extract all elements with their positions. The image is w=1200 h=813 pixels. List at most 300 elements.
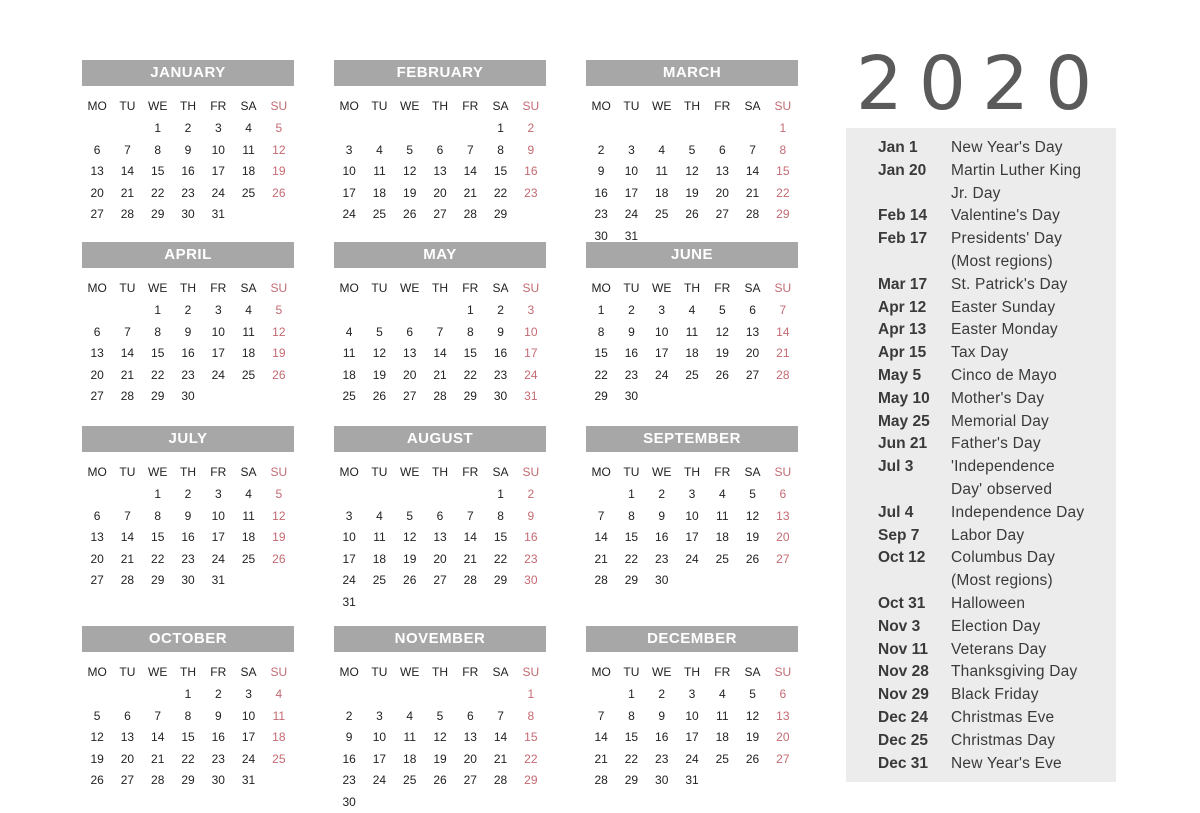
- day-blank: [112, 684, 142, 706]
- day-grid: [82, 684, 294, 792]
- weekday-label: SU: [264, 278, 294, 300]
- day-cell: 14: [112, 343, 142, 365]
- day-cell: 13: [737, 322, 767, 344]
- day-cell: 30: [616, 386, 646, 408]
- day-cell: 17: [677, 527, 707, 549]
- day-cell: 10: [364, 727, 394, 749]
- day-cell: 2: [485, 300, 515, 322]
- day-cell: 10: [677, 706, 707, 728]
- day-cell: 9: [173, 506, 203, 528]
- day-blank: [395, 484, 425, 506]
- day-cell: 29: [586, 386, 616, 408]
- day-cell: 7: [112, 322, 142, 344]
- weekday-label: SU: [768, 462, 798, 484]
- day-cell: 9: [173, 322, 203, 344]
- holiday-date: Feb 14: [878, 205, 927, 228]
- day-cell: 7: [485, 706, 515, 728]
- holiday-date: Jan 20: [878, 160, 926, 183]
- day-grid: [334, 484, 546, 613]
- day-cell: 8: [173, 706, 203, 728]
- holiday-date: Nov 29: [878, 684, 929, 707]
- day-cell: 16: [647, 527, 677, 549]
- day-cell: 13: [768, 506, 798, 528]
- weekday-label: WE: [395, 278, 425, 300]
- day-cell: 29: [455, 386, 485, 408]
- month-april: [82, 242, 294, 408]
- day-cell: 6: [768, 484, 798, 506]
- day-cell: 20: [82, 549, 112, 571]
- day-cell: 8: [616, 706, 646, 728]
- day-cell: 20: [707, 183, 737, 205]
- day-cell: 3: [677, 484, 707, 506]
- day-cell: 24: [677, 549, 707, 571]
- day-cell: 23: [173, 549, 203, 571]
- day-cell: 28: [455, 570, 485, 592]
- holiday-name: Tax Day: [951, 342, 1111, 365]
- day-cell: 30: [173, 570, 203, 592]
- month-march: [586, 60, 798, 247]
- day-cell: 29: [143, 570, 173, 592]
- day-cell: 7: [586, 506, 616, 528]
- day-cell: 25: [233, 365, 263, 387]
- day-cell: 3: [334, 140, 364, 162]
- weekday-label: WE: [143, 462, 173, 484]
- day-cell: 21: [768, 343, 798, 365]
- day-cell: 4: [647, 140, 677, 162]
- holiday-name: Thanksgiving Day: [951, 661, 1111, 684]
- day-blank: [425, 300, 455, 322]
- day-cell: 25: [647, 204, 677, 226]
- day-cell: 16: [616, 343, 646, 365]
- day-cell: 24: [203, 183, 233, 205]
- day-cell: 17: [203, 527, 233, 549]
- day-cell: 12: [737, 506, 767, 528]
- day-cell: 12: [395, 527, 425, 549]
- day-cell: 27: [395, 386, 425, 408]
- day-cell: 21: [112, 183, 142, 205]
- day-cell: 8: [485, 140, 515, 162]
- weekday-label: MO: [334, 96, 364, 118]
- day-cell: 15: [485, 527, 515, 549]
- day-cell: 22: [143, 365, 173, 387]
- weekday-header-row: [82, 278, 294, 296]
- day-cell: 4: [264, 684, 294, 706]
- day-cell: 22: [616, 749, 646, 771]
- weekday-label: TU: [616, 96, 646, 118]
- day-cell: 10: [203, 140, 233, 162]
- day-cell: 14: [737, 161, 767, 183]
- day-cell: 20: [82, 365, 112, 387]
- day-cell: 20: [82, 183, 112, 205]
- day-cell: 13: [425, 527, 455, 549]
- day-cell: 19: [364, 365, 394, 387]
- day-cell: 21: [112, 365, 142, 387]
- day-cell: 9: [586, 161, 616, 183]
- weekday-label: TU: [616, 462, 646, 484]
- holiday-name: Memorial Day: [951, 411, 1111, 434]
- day-cell: 28: [425, 386, 455, 408]
- weekday-label: SU: [516, 96, 546, 118]
- holiday-date: Nov 28: [878, 661, 929, 684]
- day-cell: 1: [455, 300, 485, 322]
- weekday-label: TH: [425, 662, 455, 684]
- day-blank: [82, 684, 112, 706]
- day-cell: 19: [264, 161, 294, 183]
- day-cell: 13: [455, 727, 485, 749]
- month-october: [82, 626, 294, 792]
- holiday-date: Jan 1: [878, 137, 918, 160]
- day-cell: 29: [173, 770, 203, 792]
- weekday-label: WE: [395, 462, 425, 484]
- day-cell: 4: [233, 300, 263, 322]
- weekday-label: TU: [364, 278, 394, 300]
- holiday-date: Jul 3: [878, 456, 913, 479]
- day-cell: 14: [425, 343, 455, 365]
- day-cell: 5: [264, 300, 294, 322]
- day-cell: 11: [364, 527, 394, 549]
- month-may: [334, 242, 546, 408]
- day-cell: 6: [395, 322, 425, 344]
- day-cell: 20: [425, 183, 455, 205]
- day-cell: 7: [425, 322, 455, 344]
- day-cell: 1: [516, 684, 546, 706]
- day-cell: 18: [233, 343, 263, 365]
- day-blank: [425, 118, 455, 140]
- day-cell: 25: [334, 386, 364, 408]
- day-blank: [737, 118, 767, 140]
- day-cell: 18: [647, 183, 677, 205]
- weekday-label: FR: [203, 278, 233, 300]
- day-cell: 14: [485, 727, 515, 749]
- day-cell: 30: [485, 386, 515, 408]
- holiday-name: 'Independence Day' observed: [951, 456, 1111, 502]
- month-header: AUGUST: [334, 426, 546, 452]
- holiday-date: Dec 31: [878, 753, 928, 776]
- day-cell: 9: [334, 727, 364, 749]
- day-cell: 19: [264, 343, 294, 365]
- weekday-label: SU: [516, 278, 546, 300]
- day-cell: 7: [455, 140, 485, 162]
- day-blank: [364, 118, 394, 140]
- day-cell: 5: [264, 484, 294, 506]
- day-cell: 7: [112, 506, 142, 528]
- holiday-name: Presidents' Day (Most regions): [951, 228, 1111, 274]
- holiday-name: Veterans Day: [951, 639, 1111, 662]
- day-cell: 19: [82, 749, 112, 771]
- day-cell: 22: [173, 749, 203, 771]
- weekday-label: FR: [707, 662, 737, 684]
- weekday-label: SU: [516, 662, 546, 684]
- weekday-label: TU: [364, 662, 394, 684]
- holiday-name: Election Day: [951, 616, 1111, 639]
- weekday-label: MO: [82, 96, 112, 118]
- weekday-label: SU: [264, 96, 294, 118]
- day-cell: 26: [707, 365, 737, 387]
- weekday-header-row: [586, 278, 798, 296]
- month-header: MARCH: [586, 60, 798, 86]
- day-cell: 14: [455, 527, 485, 549]
- day-cell: 30: [647, 770, 677, 792]
- day-cell: 15: [616, 527, 646, 549]
- day-blank: [586, 484, 616, 506]
- holiday-name: Valentine's Day: [951, 205, 1111, 228]
- day-cell: 19: [677, 183, 707, 205]
- day-cell: 4: [677, 300, 707, 322]
- day-cell: 26: [364, 386, 394, 408]
- day-cell: 31: [516, 386, 546, 408]
- holiday-name: Black Friday: [951, 684, 1111, 707]
- holiday-name: Martin Luther King Jr. Day: [951, 160, 1111, 206]
- day-cell: 4: [395, 706, 425, 728]
- day-cell: 21: [586, 749, 616, 771]
- day-cell: 26: [395, 204, 425, 226]
- weekday-label: TU: [616, 278, 646, 300]
- weekday-label: MO: [334, 662, 364, 684]
- day-cell: 2: [516, 118, 546, 140]
- weekday-label: TH: [173, 462, 203, 484]
- day-cell: 10: [203, 322, 233, 344]
- day-cell: 15: [143, 343, 173, 365]
- day-cell: 13: [82, 161, 112, 183]
- day-cell: 15: [173, 727, 203, 749]
- holiday-panel: [846, 128, 1116, 782]
- day-cell: 21: [455, 549, 485, 571]
- weekday-label: WE: [143, 662, 173, 684]
- day-blank: [425, 684, 455, 706]
- day-cell: 25: [707, 749, 737, 771]
- holiday-name: Christmas Day: [951, 730, 1111, 753]
- weekday-label: TU: [364, 462, 394, 484]
- weekday-label: MO: [586, 662, 616, 684]
- day-cell: 10: [334, 161, 364, 183]
- day-cell: 30: [586, 226, 616, 248]
- weekday-label: WE: [395, 96, 425, 118]
- day-cell: 10: [616, 161, 646, 183]
- day-cell: 24: [677, 749, 707, 771]
- holiday-date: Nov 11: [878, 639, 928, 662]
- day-cell: 11: [707, 706, 737, 728]
- holiday-name: Father's Day: [951, 433, 1111, 456]
- weekday-label: SA: [485, 662, 515, 684]
- day-cell: 17: [616, 183, 646, 205]
- weekday-label: TU: [112, 96, 142, 118]
- day-cell: 15: [485, 161, 515, 183]
- day-cell: 15: [616, 727, 646, 749]
- weekday-label: SA: [233, 96, 263, 118]
- day-cell: 2: [516, 484, 546, 506]
- day-cell: 20: [768, 527, 798, 549]
- day-cell: 16: [203, 727, 233, 749]
- day-cell: 12: [707, 322, 737, 344]
- month-header: JULY: [82, 426, 294, 452]
- day-cell: 22: [616, 549, 646, 571]
- day-cell: 16: [586, 183, 616, 205]
- day-cell: 29: [768, 204, 798, 226]
- day-cell: 16: [173, 161, 203, 183]
- day-cell: 22: [485, 549, 515, 571]
- day-cell: 21: [485, 749, 515, 771]
- month-august: [334, 426, 546, 613]
- weekday-label: FR: [707, 462, 737, 484]
- day-cell: 25: [233, 549, 263, 571]
- day-cell: 13: [707, 161, 737, 183]
- weekday-label: SA: [233, 462, 263, 484]
- day-cell: 4: [707, 684, 737, 706]
- day-blank: [334, 300, 364, 322]
- day-blank: [455, 684, 485, 706]
- weekday-label: FR: [203, 462, 233, 484]
- day-cell: 25: [264, 749, 294, 771]
- day-cell: 14: [112, 161, 142, 183]
- holiday-name: New Year's Day: [951, 137, 1111, 160]
- day-cell: 18: [334, 365, 364, 387]
- day-cell: 6: [425, 140, 455, 162]
- month-november: [334, 626, 546, 813]
- day-grid: [334, 300, 546, 408]
- day-cell: 5: [82, 706, 112, 728]
- day-cell: 19: [395, 549, 425, 571]
- day-cell: 23: [647, 549, 677, 571]
- day-cell: 23: [203, 749, 233, 771]
- day-cell: 15: [586, 343, 616, 365]
- day-grid: [82, 118, 294, 226]
- weekday-header-row: [586, 462, 798, 480]
- month-header: APRIL: [82, 242, 294, 268]
- weekday-label: FR: [455, 278, 485, 300]
- day-cell: 13: [112, 727, 142, 749]
- day-cell: 11: [395, 727, 425, 749]
- month-header: FEBRUARY: [334, 60, 546, 86]
- day-cell: 12: [737, 706, 767, 728]
- day-cell: 16: [173, 527, 203, 549]
- year-title: 2020: [848, 44, 1116, 124]
- day-cell: 5: [364, 322, 394, 344]
- day-cell: 28: [112, 386, 142, 408]
- weekday-label: SU: [768, 278, 798, 300]
- day-cell: 26: [264, 365, 294, 387]
- day-cell: 26: [264, 549, 294, 571]
- holiday-name: Easter Monday: [951, 319, 1111, 342]
- day-cell: 24: [334, 570, 364, 592]
- day-cell: 8: [768, 140, 798, 162]
- month-december: [586, 626, 798, 792]
- weekday-label: TH: [677, 462, 707, 484]
- day-cell: 17: [364, 749, 394, 771]
- weekday-label: FR: [707, 96, 737, 118]
- weekday-label: TH: [677, 662, 707, 684]
- day-cell: 25: [707, 549, 737, 571]
- day-cell: 4: [364, 506, 394, 528]
- day-grid: [334, 684, 546, 813]
- day-cell: 11: [647, 161, 677, 183]
- day-cell: 28: [737, 204, 767, 226]
- weekday-label: TH: [425, 96, 455, 118]
- day-cell: 17: [203, 343, 233, 365]
- day-cell: 11: [233, 322, 263, 344]
- day-cell: 1: [143, 118, 173, 140]
- day-cell: 7: [143, 706, 173, 728]
- day-blank: [334, 684, 364, 706]
- day-cell: 8: [616, 506, 646, 528]
- weekday-label: TH: [677, 278, 707, 300]
- day-cell: 23: [485, 365, 515, 387]
- day-cell: 24: [364, 770, 394, 792]
- holiday-name: Easter Sunday: [951, 297, 1111, 320]
- day-cell: 26: [395, 570, 425, 592]
- day-cell: 2: [173, 300, 203, 322]
- day-cell: 17: [334, 183, 364, 205]
- day-grid: [334, 118, 546, 226]
- weekday-label: TH: [173, 278, 203, 300]
- day-cell: 30: [647, 570, 677, 592]
- day-cell: 19: [425, 749, 455, 771]
- day-cell: 19: [737, 727, 767, 749]
- day-cell: 5: [677, 140, 707, 162]
- holiday-date: Nov 3: [878, 616, 920, 639]
- day-cell: 1: [485, 118, 515, 140]
- day-cell: 28: [485, 770, 515, 792]
- day-cell: 11: [233, 506, 263, 528]
- day-cell: 3: [203, 300, 233, 322]
- holiday-name: St. Patrick's Day: [951, 274, 1111, 297]
- month-header: MAY: [334, 242, 546, 268]
- day-blank: [364, 684, 394, 706]
- day-blank: [334, 118, 364, 140]
- day-cell: 18: [233, 161, 263, 183]
- day-cell: 25: [395, 770, 425, 792]
- day-cell: 1: [143, 300, 173, 322]
- day-cell: 31: [616, 226, 646, 248]
- day-blank: [707, 118, 737, 140]
- day-cell: 15: [143, 527, 173, 549]
- day-cell: 12: [264, 140, 294, 162]
- weekday-label: MO: [586, 462, 616, 484]
- day-cell: 2: [203, 684, 233, 706]
- day-cell: 20: [768, 727, 798, 749]
- day-cell: 11: [334, 343, 364, 365]
- day-blank: [455, 484, 485, 506]
- day-cell: 4: [364, 140, 394, 162]
- day-cell: 9: [647, 506, 677, 528]
- day-cell: 29: [516, 770, 546, 792]
- day-cell: 31: [233, 770, 263, 792]
- day-blank: [364, 300, 394, 322]
- day-cell: 5: [737, 484, 767, 506]
- weekday-label: MO: [82, 462, 112, 484]
- day-cell: 20: [112, 749, 142, 771]
- month-january: [82, 60, 294, 226]
- day-blank: [485, 684, 515, 706]
- day-cell: 6: [425, 506, 455, 528]
- day-cell: 8: [586, 322, 616, 344]
- day-cell: 21: [737, 183, 767, 205]
- day-cell: 12: [425, 727, 455, 749]
- day-cell: 28: [586, 570, 616, 592]
- day-cell: 27: [82, 570, 112, 592]
- weekday-label: SU: [516, 462, 546, 484]
- day-cell: 17: [334, 549, 364, 571]
- day-cell: 29: [485, 204, 515, 226]
- day-cell: 3: [616, 140, 646, 162]
- weekday-header-row: [334, 278, 546, 296]
- day-cell: 9: [647, 706, 677, 728]
- day-grid: [586, 484, 798, 592]
- weekday-label: TH: [425, 462, 455, 484]
- day-cell: 4: [334, 322, 364, 344]
- holiday-date: Jun 21: [878, 433, 927, 456]
- day-cell: 11: [364, 161, 394, 183]
- day-blank: [334, 484, 364, 506]
